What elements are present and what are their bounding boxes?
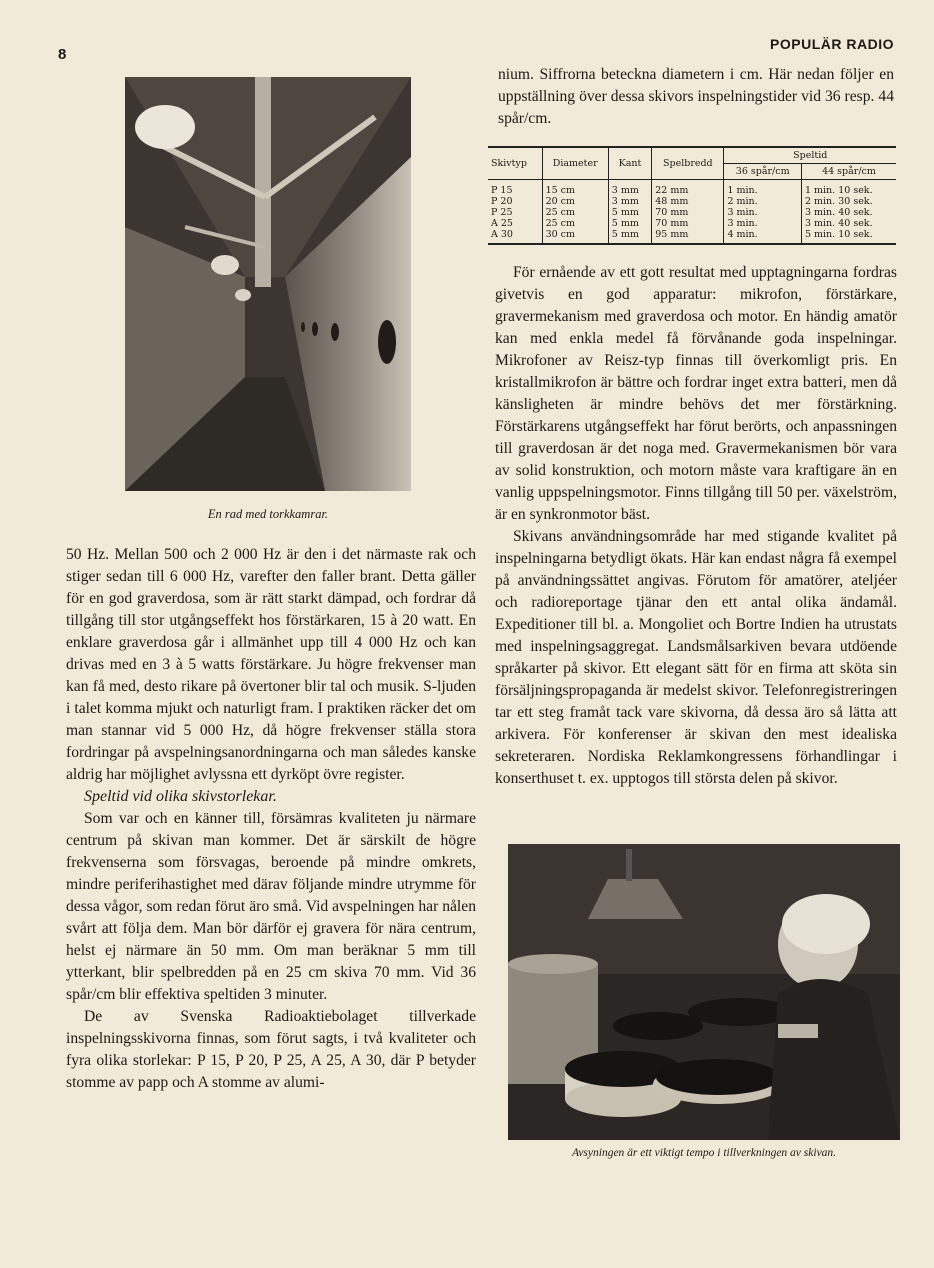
cell-kant: 5 mm xyxy=(608,229,651,244)
col-header-spelbredd: Spelbredd xyxy=(652,147,724,180)
left-column xyxy=(66,544,476,1094)
cell-time-44: 5 min. 10 sek. xyxy=(801,229,896,244)
recording-time-table xyxy=(488,146,896,245)
cell-skivtyp: A 30 xyxy=(491,229,513,240)
col-header-speltid: Speltid xyxy=(724,147,896,164)
right-column-intro xyxy=(498,64,894,130)
photo-drying-chambers xyxy=(125,77,411,491)
cell-spelbredd: 22 mm xyxy=(652,180,724,197)
cell-diameter: 20 cm xyxy=(542,196,608,207)
cell-time-36: 3 min. xyxy=(724,207,802,218)
cell-kant: 5 mm xyxy=(608,218,651,229)
cell-time-36: 2 min. xyxy=(724,196,802,207)
cell-skivtyp: P 25 xyxy=(491,207,513,218)
cell-diameter: 25 cm xyxy=(542,218,608,229)
cell-kant: 3 mm xyxy=(608,196,651,207)
section-heading: Speltid vid olika skivstorlekar. xyxy=(84,788,277,805)
right-column xyxy=(495,262,897,790)
cell-diameter: 25 cm xyxy=(542,207,608,218)
table-row xyxy=(488,207,896,218)
paragraph: Som var och en känner till, försämras kvaliteten ju närmare centrum på skivan man kommer. Det är särskilt de högre frekvenserna som försvagas, beroende på mindre omkrets, mindre periferihastighet med därav följande mindre utrymme för dessa vågor, som redan förut äro små. Vid avspelningen har nålen svårt att följa dem. Man bör därför ej gravera för nära centrum, helst ej närmare än 50 mm. Om man beräknar 5 mm till ytterkant, blir spelbredden på en 25 cm skiva 70 mm. Vid 36 spår/cm blir effektiva speltiden 3 minuter. xyxy=(66,810,476,1003)
cell-kant: 3 mm xyxy=(608,180,651,197)
cell-time-36: 3 min. xyxy=(724,218,802,229)
photo-caption-drying-chambers: En rad med torkkamrar. xyxy=(207,507,329,521)
col-header-44: 44 spår/cm xyxy=(801,164,896,180)
inspection-illustration xyxy=(508,844,900,1140)
paragraph: Skivans användningsområde har med stigande kvalitet på inspelningarna betydligt ökats. Här kan endast några få exempel på användningssättet angivas. Förutom för amatörer, ateljéer och radioreportage tjänar den ett antal olika ändamål. Expeditioner till bl. a. Mongoliet och Bortre Indien ha utrustats med inspelningsaggregat. Landsmålsarkiven bevara utdöende språkarter på skivor. Ett elegant sätt för en firma att sköta sin försäljningspropaganda är medelst skivor. Telefonregistreringen tar ett steg framåt tack vare skivorna, då dessa äro så lätta att arkivera. För konferenser är skivan den mest idealiska sekreteraren. Nordiska Reklamkongressens förhandlingar i konserthuset t. ex. upptogos till största delen på skivor. xyxy=(495,528,897,787)
cell-time-36: 4 min. xyxy=(724,229,802,244)
table-row xyxy=(488,196,896,207)
cell-spelbredd: 48 mm xyxy=(652,196,724,207)
table-row xyxy=(488,218,896,229)
cell-spelbredd: 70 mm xyxy=(652,207,724,218)
paragraph: De av Svenska Radioaktiebolaget tillverkade inspelningsskivorna finnas, som förut sagts, i två kvaliteter och fyra olika storlekar: P 15, P 20, P 25, A 25, A 30, där P betyder stomme av papp och A stomme av alumi- xyxy=(66,1008,476,1091)
cell-time-44: 1 min. 10 sek. xyxy=(801,180,896,197)
cell-spelbredd: 70 mm xyxy=(652,218,724,229)
corridor-illustration xyxy=(125,77,411,491)
cell-time-44: 3 min. 40 sek. xyxy=(801,207,896,218)
col-header-skivtyp: Skivtyp xyxy=(488,147,542,180)
table-row xyxy=(488,180,896,197)
paragraph: 50 Hz. Mellan 500 och 2 000 Hz är den i det närmaste rak och stiger sedan till 6 000 Hz, varefter den faller brant. Detta gäller för en god graverdosa, som är rätt starkt dämpad, och fordrar då tillgång till stor utgångseffekt hos förstärkaren, 15 à 20 watt. En enklare graverdosa går i allmänhet upp till 4 000 Hz och kan drivas med en 3 à 5 watts förstärkare. Ju högre frekvenser man kan få med, desto rikare på övertoner blir tal och musik. S-ljuden i talet komma mjukt och naturligt fram. I praktiken räcker det om man stannar vid 5 000 Hz, då högre frekvenser ställa stora fordringar på avspelningsanordningarna och man således kanske aldrig har möjlighet avlyssna ett dyrköpt övre register. xyxy=(66,546,476,783)
cell-skivtyp: P 20 xyxy=(491,196,513,207)
page-number: 8 xyxy=(58,46,67,63)
photo-caption-disc-inspection: Avsyningen är ett viktigt tempo i tillverkningen av skivan. xyxy=(571,1147,837,1159)
paragraph: nium. Siffrorna beteckna diametern i cm. Här nedan följer en uppställning över dessa skivors inspelningstider vid 36 resp. 44 spår/cm. xyxy=(498,66,894,127)
col-header-diameter: Diameter xyxy=(542,147,608,180)
cell-diameter: 15 cm xyxy=(542,180,608,197)
col-header-kant: Kant xyxy=(608,147,651,180)
cell-time-36: 1 min. xyxy=(724,180,802,197)
photo-disc-inspection xyxy=(508,844,900,1140)
cell-kant: 5 mm xyxy=(608,207,651,218)
cell-diameter: 30 cm xyxy=(542,229,608,244)
cell-spelbredd: 95 mm xyxy=(652,229,724,244)
magazine-title: POPULÄR RADIO xyxy=(770,36,894,52)
cell-time-44: 3 min. 40 sek. xyxy=(801,218,896,229)
table-row xyxy=(488,229,896,244)
cell-skivtyp: P 15 xyxy=(491,185,513,196)
cell-skivtyp: A 25 xyxy=(491,218,513,229)
col-header-36: 36 spår/cm xyxy=(724,164,802,180)
cell-time-44: 2 min. 30 sek. xyxy=(801,196,896,207)
paragraph: För ernående av ett gott resultat med upptagningarna fordras givetvis en god apparatur: mikrofon, förstärkare, gravermekanism med graverdosa och motor. En händig amatör kan med enkla medel få förvånande goda inspelningar. Mikrofoner av Reisz-typ finnas till överkomligt pris. En kristallmikrofon är bättre och fordrar inget extra batteri, men då känsligheten är mindre behövs det mer förstärkning. Förstärkarens utgångseffekt har förut berörts, och anpassningen till graverdosan är det noga med. Gravermekanismen bör vara av solid konstruktion, och motorn måste vara kraftigare än en vanlig uppspelningsmotor. Finns tillgång till 50 per. växelström, är en synkronmotor bäst. xyxy=(495,264,897,523)
